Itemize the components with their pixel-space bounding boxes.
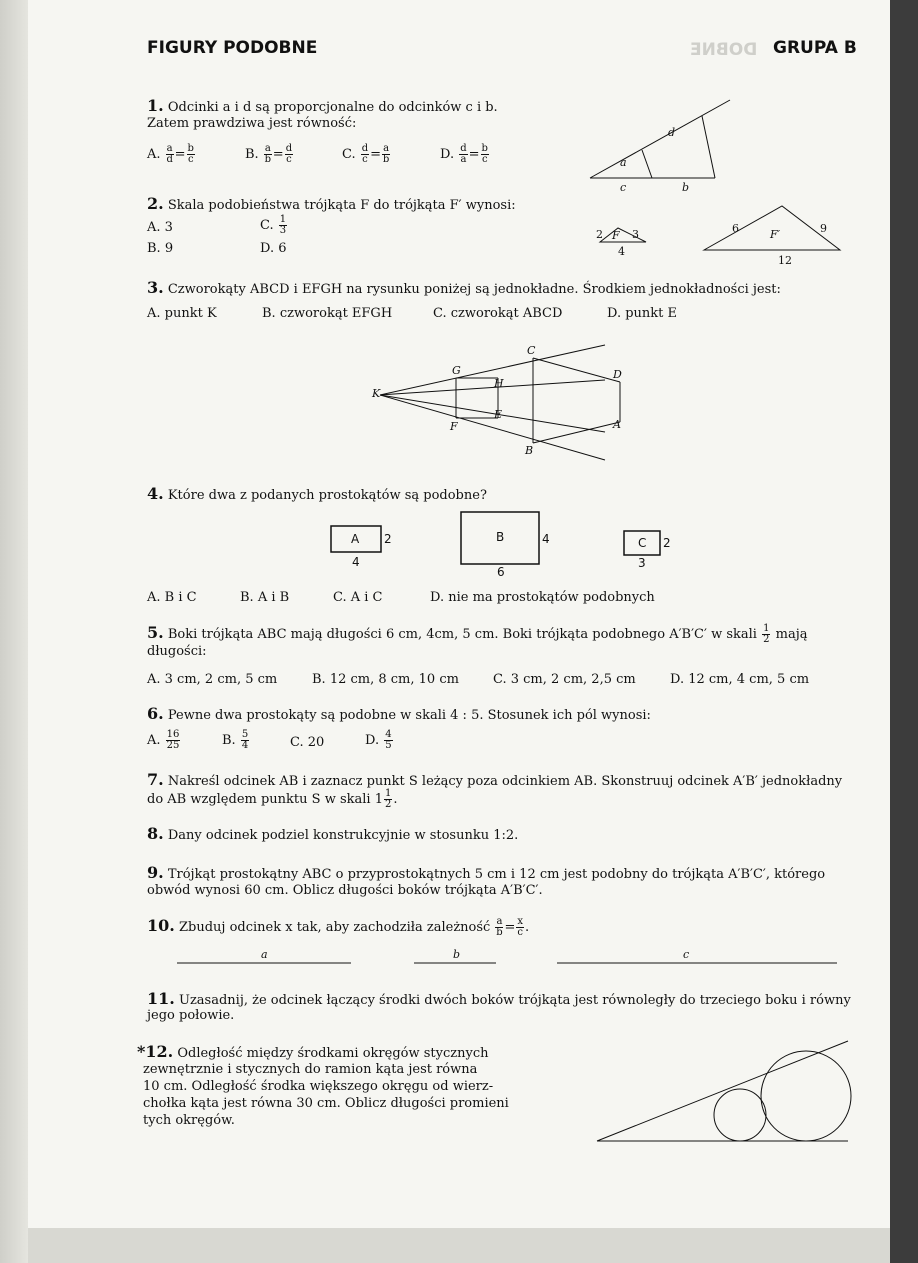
q4-rect-b-name: B [496,530,505,544]
q4-rectangle-c [620,525,680,570]
q1-option-c: C. $\frac{d}{c}$ = $\frac{a}{b}$ [342,143,390,165]
q3-point-k: K [372,387,381,400]
q6-option-a: A. $\frac{16}{25}$ [147,729,180,751]
q3-option-d: D. punkt E [607,306,678,321]
q10-segment-b-label: b [453,948,461,961]
q1-label-b: b [682,181,690,194]
q3-point-e: E [494,408,503,421]
q12-line3: 10 cm. Odległość środka większego okręgu od wierz- [143,1079,494,1094]
q2-small-base: 4 [618,245,625,258]
q7-line2: do AB względem punktu S w skali 1 $\frac{1}{2}$ . [147,788,398,810]
show-through-text: DOBNE [690,40,758,60]
q2-option-c: C. $\frac{1}{3}$ [260,214,287,236]
q12-tangent-circles-figure [595,1035,850,1145]
q3-point-d: D [613,368,622,381]
q4-option-a: A. B i C [147,590,197,605]
q3-homothety-figure [370,340,620,465]
q1-option-b: B. $\frac{a}{b}$ = $\frac{d}{c}$ [245,143,293,165]
q4-question: 4. Które dwa z podanych prostokątów są podobne? [147,484,487,503]
q3-option-a: A. punkt K [147,306,217,321]
q2-small-name: F [612,229,620,242]
q2-big-name: F′ [770,228,781,241]
q3-point-a: A [613,418,621,431]
q2-small-left: 2 [596,228,603,241]
page-binding-edge [0,0,28,1263]
q2-question: 2. Skala podobieństwa trójkąta F do trójkąta F′ wynosi: [147,194,516,213]
q5-line1: 5. Boki trójkąta ABC mają długości 6 cm, 4cm, 5 cm. Boki trójkąta podobnego A′B′C′ w skali $\frac{1}{2}$ mają [147,623,808,645]
q10-segments [175,945,855,970]
q6-option-b: B. $\frac{5}{4}$ [222,729,249,751]
q10-question: 10. Zbuduj odcinek x tak, aby zachodziła zależność $\frac{a}{b}$ = $\frac{x}{c}$ . [147,916,530,938]
q3-option-c: C. czworokąt ABCD [433,306,563,321]
q2-option-b: B. 9 [147,241,174,256]
q1-label-a: a [620,156,627,169]
q5-option-c: C. 3 cm, 2 cm, 2,5 cm [493,672,636,687]
q3-point-h: H [494,377,504,390]
q11-line1: 11. Uzasadnij, że odcinek łączący środki dwóch boków trójkąta jest równoległy do trzeciego boku i równy [147,989,851,1008]
q12-line4: chołka kąta jest równa 30 cm. Oblicz długości promieni [143,1096,509,1111]
q1-figure [590,98,740,196]
q4-option-b: B. A i B [240,590,290,605]
q12-line2: zewnętrznie i stycznych do ramion kąta jest równa [143,1062,478,1077]
q4-rect-a-bottom: 4 [352,555,360,569]
q1-label-c: c [620,181,627,194]
q3-point-c: C [527,344,536,357]
q5-option-b: B. 12 cm, 8 cm, 10 cm [312,672,459,687]
q11-line2: jego połowie. [147,1008,235,1023]
q4-rect-b-side: 4 [542,532,550,546]
q6-option-d: D. $\frac{4}{5}$ [365,729,392,751]
q5-line2: długości: [147,644,207,659]
q2-big-left: 6 [732,222,739,235]
q2-big-base: 12 [778,254,792,267]
q6-option-c: C. 20 [290,735,325,750]
q2-big-right: 9 [820,222,827,235]
q7-line1: 7. Nakreśl odcinek AB i zaznacz punkt S leżący poza odcinkiem AB. Skonstruuj odcinek A′B′ jednokładny [147,770,843,789]
q12-line1: *12. Odległość między środkami okręgów stycznych [137,1042,489,1061]
q5-option-a: A. 3 cm, 2 cm, 5 cm [147,672,278,687]
q3-point-g: G [452,364,461,377]
group-label: GRUPA B [773,38,857,58]
q1-label-d: d [668,126,676,139]
q8-question: 8. Dany odcinek podziel konstrukcyjnie w stosunku 1:2. [147,824,519,843]
q3-point-b: B [525,444,534,457]
q5-option-d: D. 12 cm, 4 cm, 5 cm [670,672,810,687]
q2-big-triangle [700,202,850,270]
scan-bottom-edge [28,1228,890,1263]
q12-line5: tych okręgów. [143,1113,235,1128]
q4-rect-a-side: 2 [384,532,392,546]
q10-segment-c-label: c [683,948,690,961]
q1-line1: 1. Odcinki a i d są proporcjonalne do odcinków c i b. [147,96,498,115]
q2-small-right: 3 [632,228,639,241]
q9-line1: 9. Trójkąt prostokątny ABC o przyprostokątnych 5 cm i 12 cm jest podobny do trójkąta A′B′C′, którego [147,863,826,882]
q1-line2: Zatem prawdziwa jest równość: [147,116,357,131]
page-title: FIGURY PODOBNE [147,38,318,58]
q9-line2: obwód wynosi 60 cm. Oblicz długości boków trójkąta A′B′C′. [147,883,543,898]
q4-rect-c-name: C [638,536,647,550]
q4-rect-b-bottom: 6 [497,565,505,579]
q4-rect-c-bottom: 3 [638,556,646,570]
q3-option-b: B. czworokąt EFGH [262,306,393,321]
scan-border [890,0,918,1263]
q10-segment-a-label: a [261,948,268,961]
q6-question: 6. Pewne dwa prostokąty są podobne w skali 4 : 5. Stosunek ich pól wynosi: [147,704,651,723]
q2-small-triangle [596,222,652,258]
q4-rectangles [325,510,565,580]
q4-rect-c-side: 2 [663,536,671,550]
q3-point-f: F [450,420,458,433]
q2-option-d: D. 6 [260,241,287,256]
q2-option-a: A. 3 [147,220,173,235]
q4-option-d: D. nie ma prostokątów podobnych [430,590,655,605]
q1-option-d: D. $\frac{d}{a}$ = $\frac{b}{c}$ [440,143,488,165]
q1-option-a: A. $\frac{a}{d}$ = $\frac{b}{c}$ [147,143,194,165]
q4-option-c: C. A i C [333,590,383,605]
q3-question: 3. Czworokąty ABCD i EFGH na rysunku poniżej są jednokładne. Środkiem jednokładności jest: [147,278,781,297]
q4-rect-a-name: A [351,532,360,546]
